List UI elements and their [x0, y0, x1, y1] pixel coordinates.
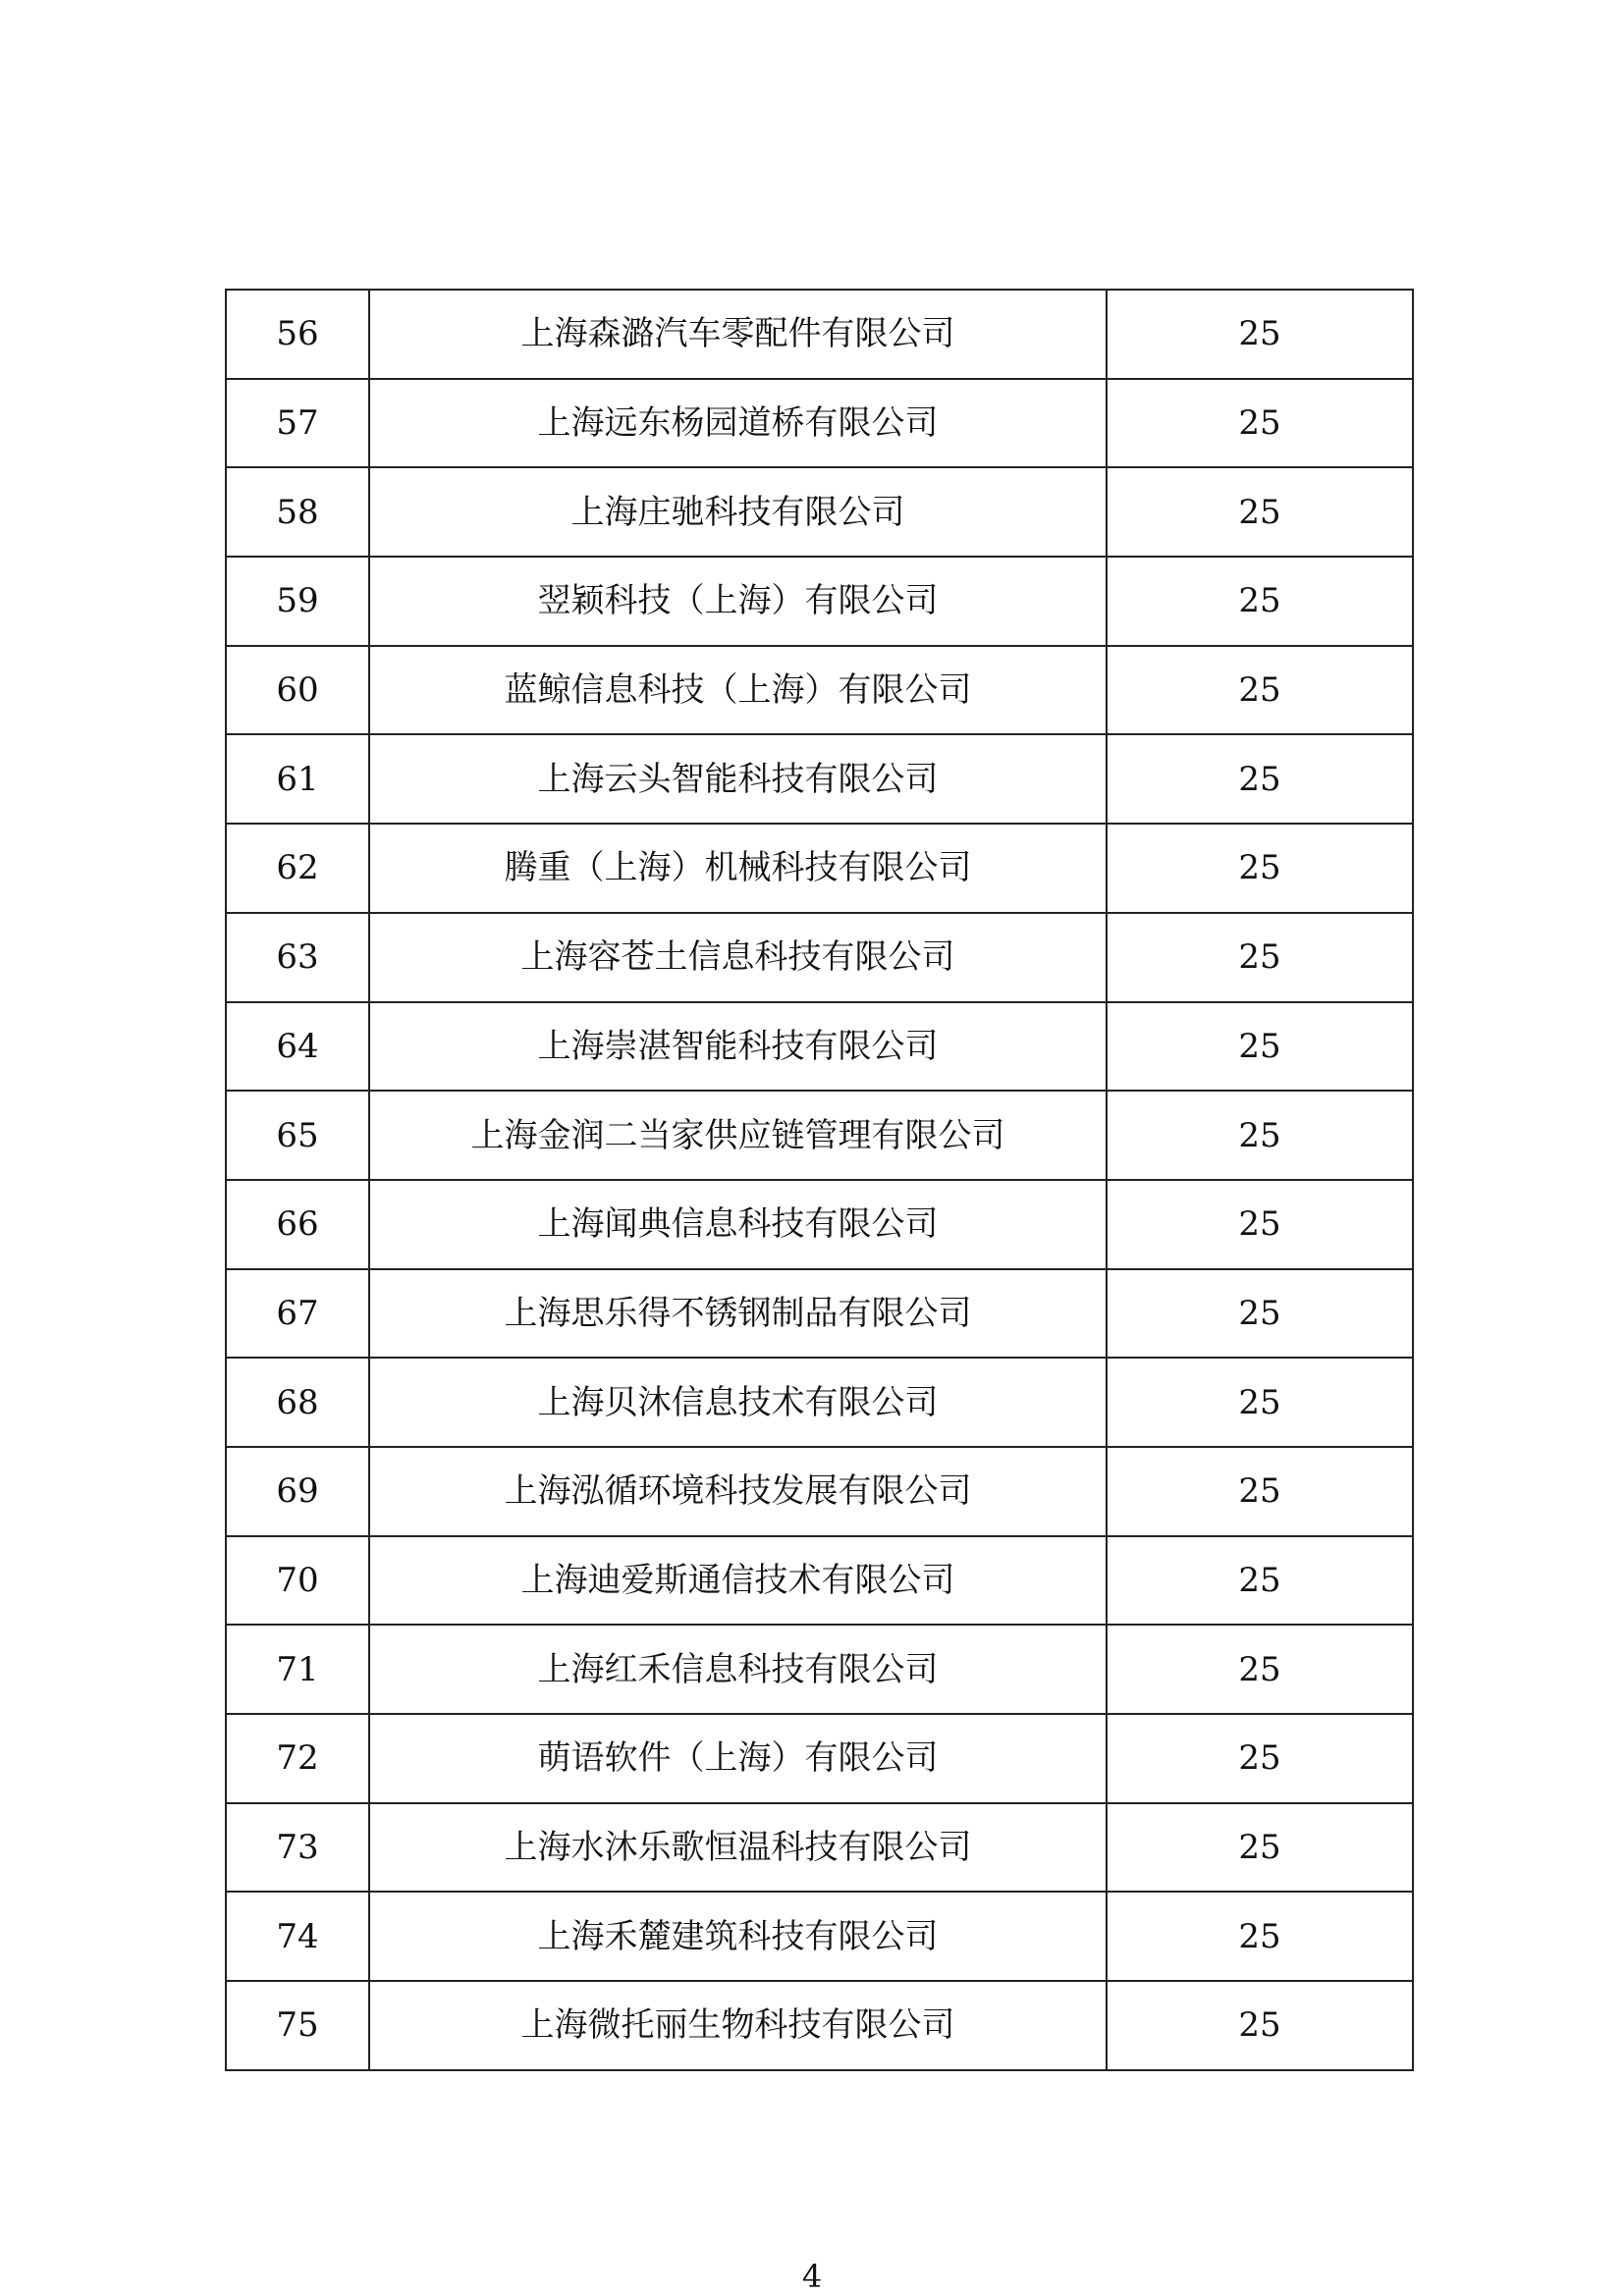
row-number-cell: 75: [226, 1981, 369, 2070]
company-name-cell: 上海崇湛智能科技有限公司: [369, 1002, 1107, 1092]
score-cell: 25: [1107, 467, 1413, 557]
score-cell: 25: [1107, 1892, 1413, 1981]
row-number-cell: 63: [226, 913, 369, 1002]
table-body: [226, 290, 1413, 2070]
company-score-table: [225, 289, 1414, 2071]
table-row: [226, 290, 1413, 379]
row-number-cell: 64: [226, 1002, 369, 1092]
row-number-cell: 58: [226, 467, 369, 557]
table-row: [226, 557, 1413, 646]
table-row: [226, 1892, 1413, 1981]
company-name-cell: 上海迪爱斯通信技术有限公司: [369, 1536, 1107, 1626]
table-row: [226, 1269, 1413, 1359]
score-cell: 25: [1107, 1447, 1413, 1536]
table-row: [226, 379, 1413, 468]
company-name-cell: 上海森潞汽车零配件有限公司: [369, 290, 1107, 379]
table-row: [226, 1091, 1413, 1180]
score-cell: 25: [1107, 1803, 1413, 1893]
company-name-cell: 上海闻典信息科技有限公司: [369, 1180, 1107, 1269]
table-row: [226, 1002, 1413, 1092]
table-row: [226, 824, 1413, 913]
page-number: 4: [801, 2258, 823, 2295]
row-number-cell: 60: [226, 646, 369, 735]
table-row: [226, 1358, 1413, 1447]
score-cell: 25: [1107, 1269, 1413, 1359]
company-name-cell: 上海容苍土信息科技有限公司: [369, 913, 1107, 1002]
score-cell: 25: [1107, 1714, 1413, 1803]
score-cell: 25: [1107, 1002, 1413, 1092]
score-cell: 25: [1107, 557, 1413, 646]
table-row: [226, 467, 1413, 557]
row-number-cell: 65: [226, 1091, 369, 1180]
row-number-cell: 57: [226, 379, 369, 468]
score-cell: 25: [1107, 1981, 1413, 2070]
table-row: [226, 1803, 1413, 1893]
table-row: [226, 913, 1413, 1002]
company-name-cell: 上海水沐乐歌恒温科技有限公司: [369, 1803, 1107, 1893]
row-number-cell: 72: [226, 1714, 369, 1803]
company-name-cell: 上海禾麓建筑科技有限公司: [369, 1892, 1107, 1981]
company-name-cell: 上海贝沐信息技术有限公司: [369, 1358, 1107, 1447]
table-row: [226, 1447, 1413, 1536]
company-name-cell: 上海微托丽生物科技有限公司: [369, 1981, 1107, 2070]
company-name-cell: 蓝鲸信息科技（上海）有限公司: [369, 646, 1107, 735]
row-number-cell: 56: [226, 290, 369, 379]
row-number-cell: 62: [226, 824, 369, 913]
company-name-cell: 上海思乐得不锈钢制品有限公司: [369, 1269, 1107, 1359]
company-name-cell: 腾重（上海）机械科技有限公司: [369, 824, 1107, 913]
row-number-cell: 69: [226, 1447, 369, 1536]
score-cell: 25: [1107, 1091, 1413, 1180]
company-name-cell: 上海远东杨园道桥有限公司: [369, 379, 1107, 468]
company-name-cell: 上海泓循环境科技发展有限公司: [369, 1447, 1107, 1536]
score-cell: 25: [1107, 1625, 1413, 1714]
table-row: [226, 1625, 1413, 1714]
row-number-cell: 70: [226, 1536, 369, 1626]
row-number-cell: 71: [226, 1625, 369, 1714]
row-number-cell: 67: [226, 1269, 369, 1359]
score-cell: 25: [1107, 734, 1413, 824]
score-cell: 25: [1107, 646, 1413, 735]
row-number-cell: 59: [226, 557, 369, 646]
score-cell: 25: [1107, 1358, 1413, 1447]
company-name-cell: 上海红禾信息科技有限公司: [369, 1625, 1107, 1714]
row-number-cell: 68: [226, 1358, 369, 1447]
score-cell: 25: [1107, 1536, 1413, 1626]
table-row: [226, 1180, 1413, 1269]
company-name-cell: 上海庄驰科技有限公司: [369, 467, 1107, 557]
row-number-cell: 61: [226, 734, 369, 824]
company-name-cell: 上海云头智能科技有限公司: [369, 734, 1107, 824]
score-cell: 25: [1107, 1180, 1413, 1269]
company-name-cell: 萌语软件（上海）有限公司: [369, 1714, 1107, 1803]
table-row: [226, 646, 1413, 735]
table-row: [226, 1536, 1413, 1626]
company-name-cell: 上海金润二当家供应链管理有限公司: [369, 1091, 1107, 1180]
row-number-cell: 66: [226, 1180, 369, 1269]
table-row: [226, 1714, 1413, 1803]
score-cell: 25: [1107, 379, 1413, 468]
table-row: [226, 734, 1413, 824]
score-cell: 25: [1107, 913, 1413, 1002]
company-name-cell: 翌颖科技（上海）有限公司: [369, 557, 1107, 646]
score-cell: 25: [1107, 824, 1413, 913]
row-number-cell: 74: [226, 1892, 369, 1981]
score-cell: 25: [1107, 290, 1413, 379]
row-number-cell: 73: [226, 1803, 369, 1893]
table-row: [226, 1981, 1413, 2070]
